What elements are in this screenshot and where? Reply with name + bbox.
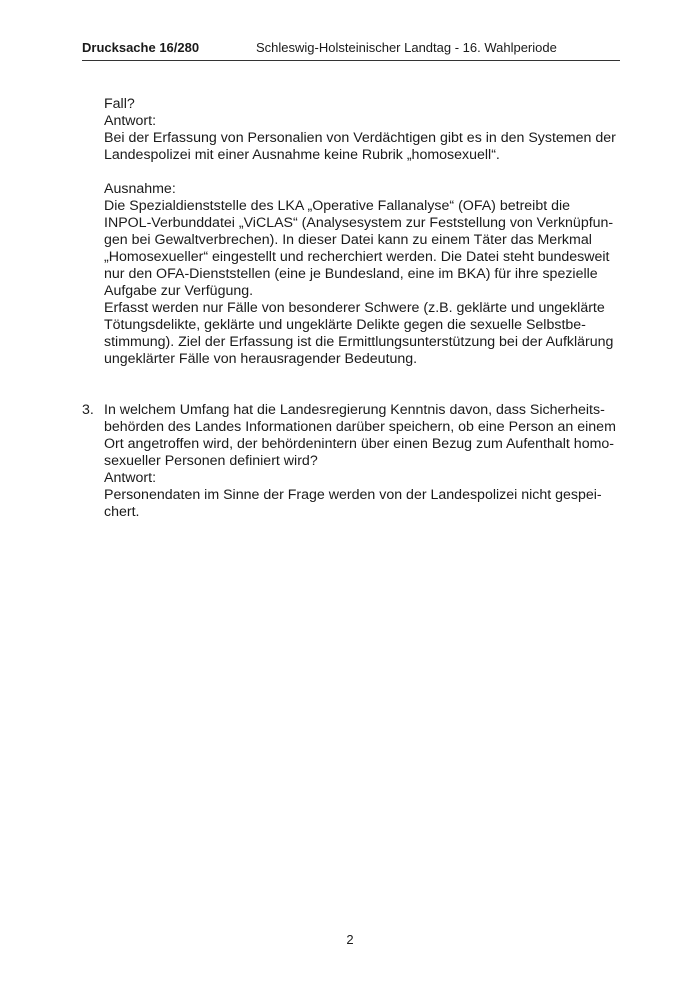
question-text-line: In welchem Umfang hat die Landesregierung Kenntnis davon, dass Sicherheits- [104,402,605,418]
text-line: Bei der Erfassung von Personalien von Verdächtigen gibt es in den Systemen der [104,130,616,146]
answer-text-line: Personendaten im Sinne der Frage werden von der Landespolizei nicht gespei- [104,487,602,503]
document-number: Drucksache 16/280 [82,40,200,55]
text-line: „Homosexueller“ eingestellt und recherchiert werden. Die Datei steht bundesweit [104,249,610,265]
text-line: Tötungsdelikte, geklärte und ungeklärte Delikte gegen die sexuelle Selbstbe- [104,317,586,333]
section-gap [104,368,624,402]
page-header [82,38,620,61]
answer-label: Antwort: [104,470,157,486]
text-line: Aufgabe zur Verfügung. [104,283,254,299]
text-line: INPOL-Verbunddatei „ViCLAS“ (Analysesystem zur Feststellung von Verknüpfun- [104,215,614,231]
text-line: Die Spezialdienststelle des LKA „Operative Fallanalyse“ (OFA) betreibt die [104,198,571,214]
text-line: gen bei Gewaltverbrechen). In dieser Datei kann zu einem Täter das Merkmal [104,232,592,248]
text-line: nur den OFA-Dienststellen (eine je Bundesland, eine im BKA) für ihre spezielle [104,266,598,282]
exception-label: Ausnahme: [104,181,176,197]
question-text-line: Ort angetroffen wird, der behördenintern über einen Bezug zum Aufenthalt homo- [104,436,615,452]
answer-block-continuation [104,96,624,164]
exception-block [104,181,624,368]
text-line: Erfasst werden nur Fälle von besonderer Schwere (z.B. geklärte und ungeklärte [104,300,605,316]
text-line: Landespolizei mit einer Ausnahme keine Rubrik „homosexuell“. [104,147,500,163]
answer-label: Antwort: [104,113,157,129]
text-line: Fall? [104,96,135,112]
paragraph-gap [104,164,624,181]
text-line: ungeklärter Fälle von herausragender Bedeutung. [104,351,418,367]
page-number: 2 [346,932,354,947]
question-number: 3. [82,402,94,418]
question-text-line: sexueller Personen definiert wird? [104,453,318,469]
document-body [82,96,624,521]
answer-text-line: chert. [104,504,140,520]
question-3 [82,402,624,521]
question-text-line: behörden des Landes Informationen darüber speichern, ob eine Person an einem [104,419,616,435]
text-line: stimmung). Ziel der Erfassung ist die Ermittlungsunterstützung bei der Aufklärung [104,334,614,350]
parliament-title: Schleswig-Holsteinischer Landtag - 16. Wahlperiode [256,40,557,55]
